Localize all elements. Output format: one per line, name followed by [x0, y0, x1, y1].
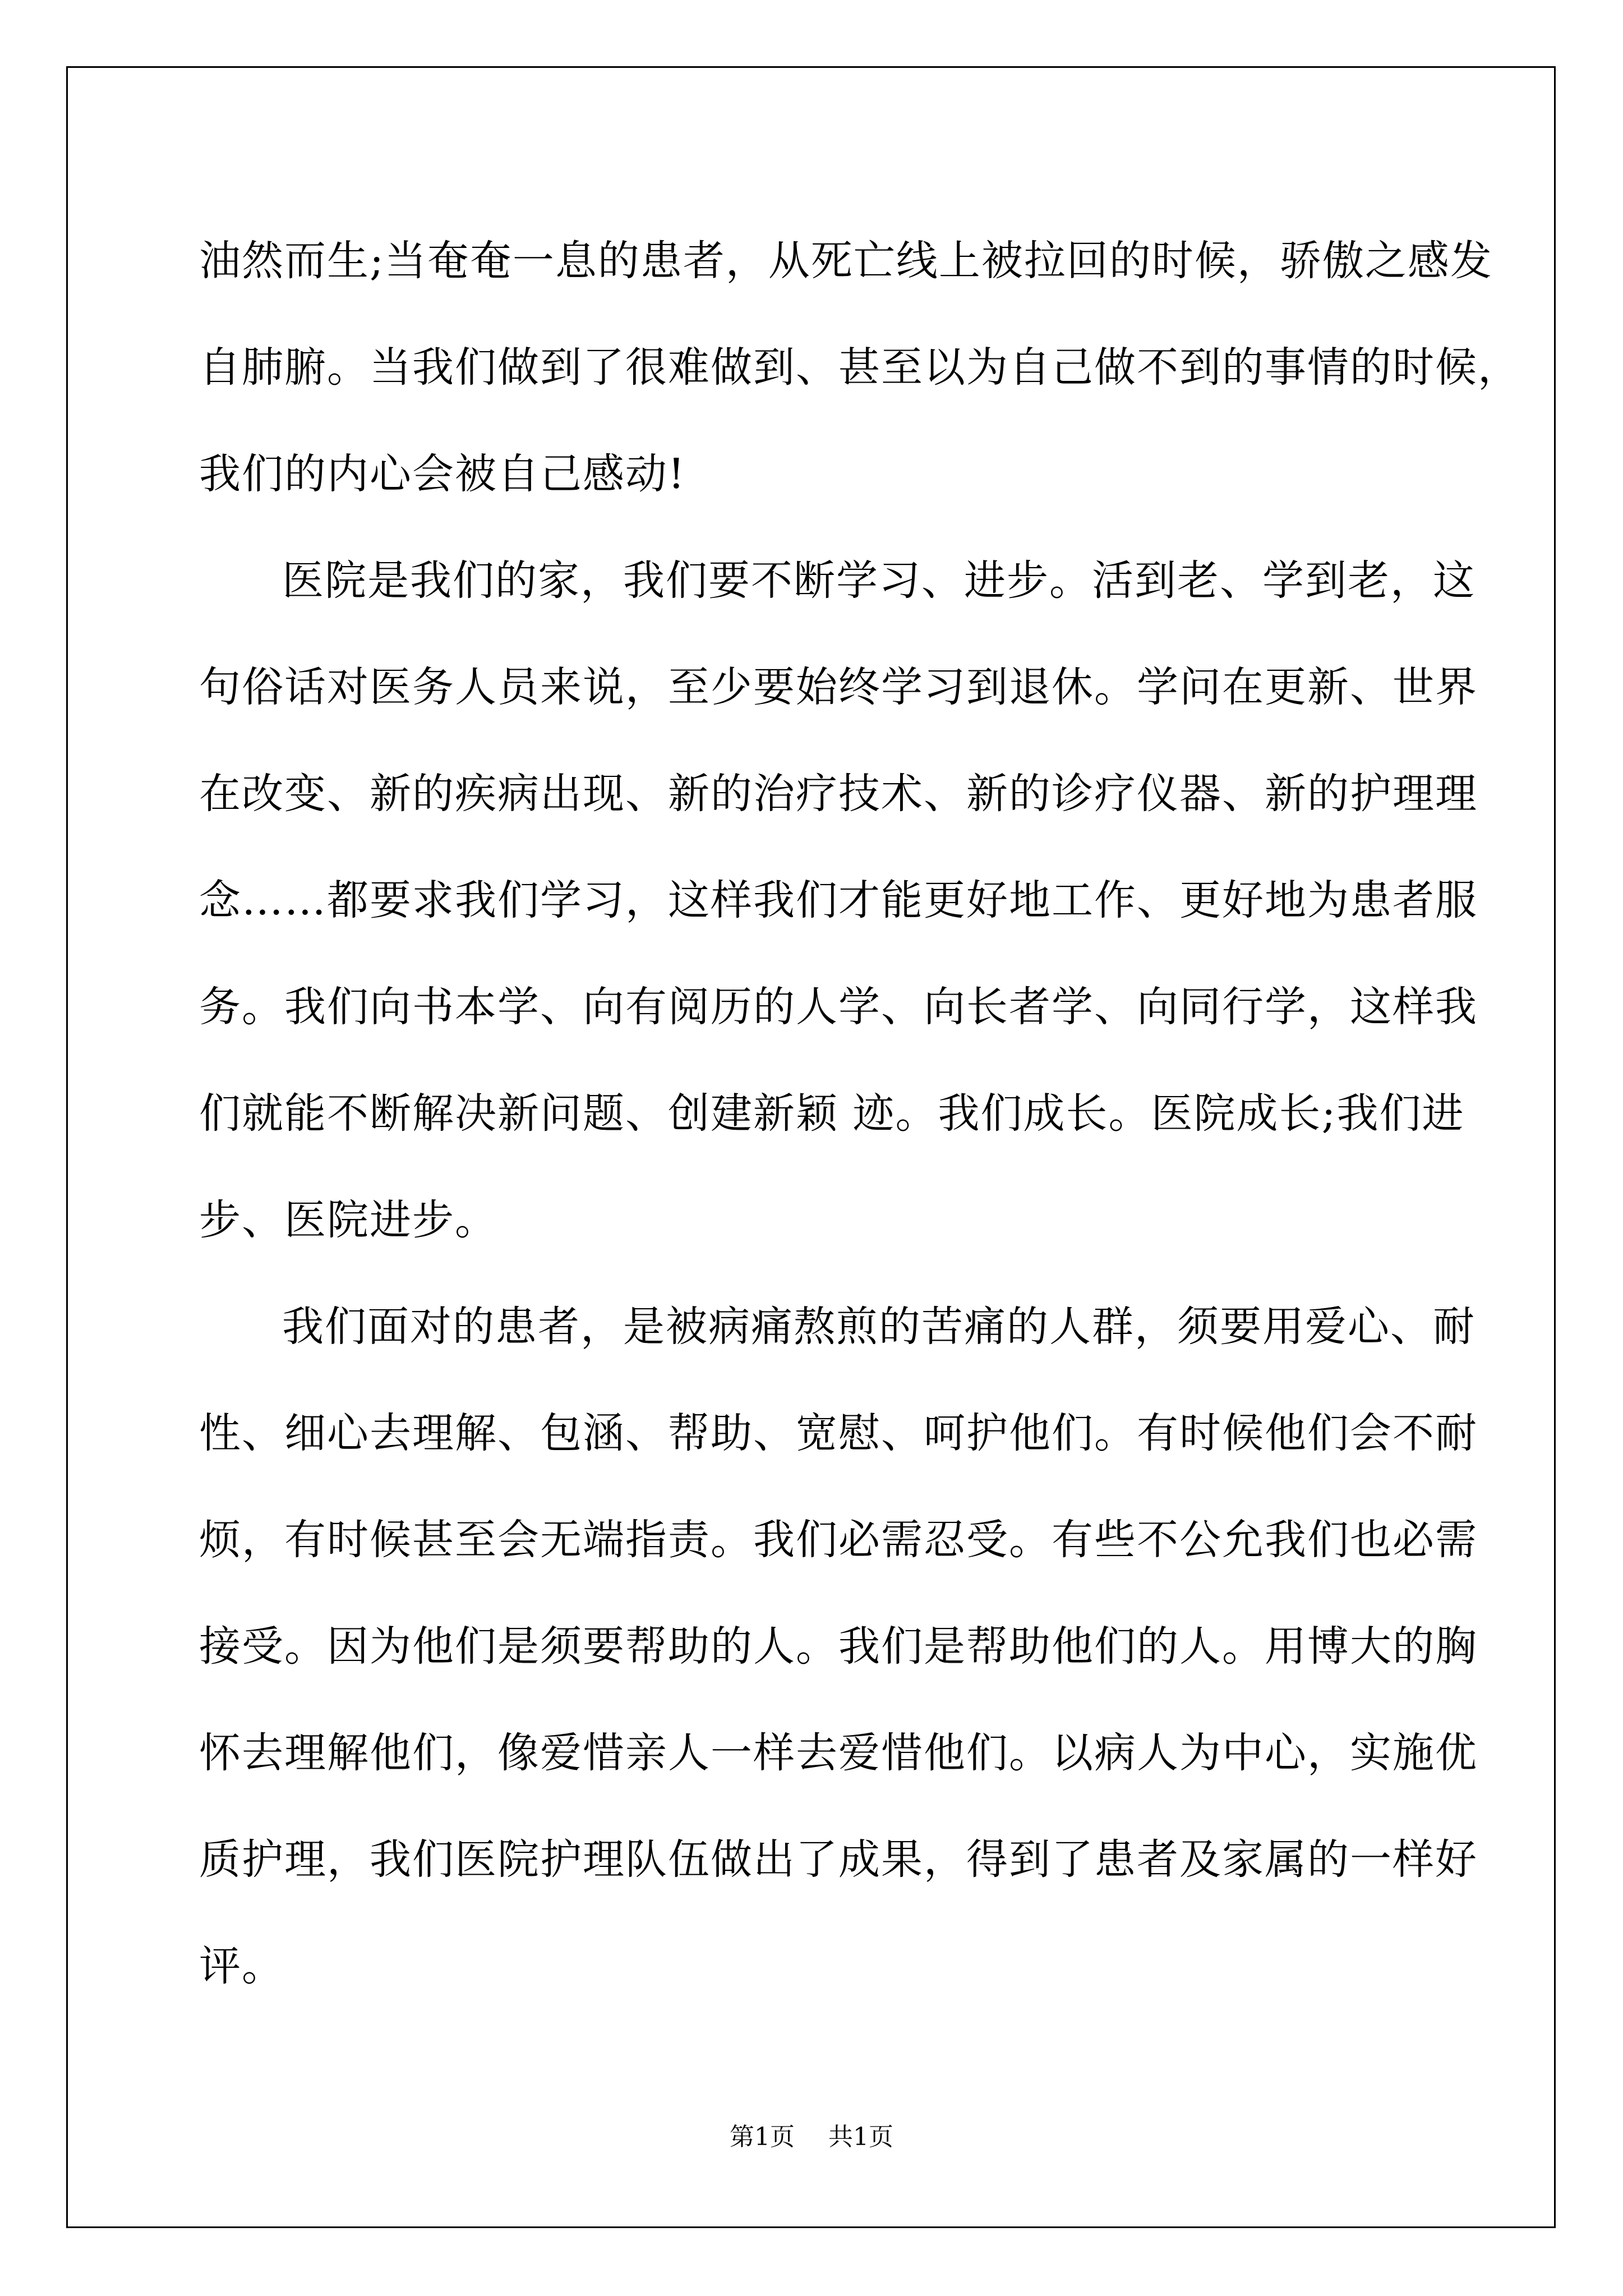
- page-number-current: 第1页: [730, 2123, 795, 2151]
- text-line: 务。我们向书本学、向有阅历的人学、向长者学、向同行学，这样我: [199, 983, 1478, 1031]
- text-line: 句俗话对医务人员来说，至少要始终学习到退休。学问在更新、世界: [199, 663, 1478, 711]
- text-line: 医院是我们的家，我们要不断学习、进步。活到老、学到老，这: [282, 556, 1476, 605]
- text-line: 质护理，我们医院护理队伍做出了成果，得到了患者及家属的一样好: [199, 1835, 1478, 1884]
- text-line: 烦，有时候甚至会无端指责。我们必需忍受。有些不公允我们也必需: [199, 1516, 1478, 1564]
- text-line: 自肺腑。当我们做到了很难做到、甚至以为自己做不到的事情的时候，: [199, 343, 1520, 392]
- text-line: 念……都要求我们学习，这样我们才能更好地工作、更好地为患者服: [199, 876, 1478, 924]
- text-line: 在改变、新的疾病出现、新的治疗技术、新的诊疗仪器、新的护理理: [199, 770, 1478, 818]
- text-line: 我们的内心会被自己感动!: [199, 450, 686, 498]
- text-line: 们就能不断解决新问题、创建新颖 迹。我们成长。医院成长;我们进: [199, 1089, 1465, 1138]
- document-body: [199, 208, 1520, 2019]
- text-line: 接受。因为他们是须要帮助的人。我们是帮助他们的人。用博大的胸: [199, 1622, 1478, 1671]
- text-line: 步、医院进步。: [199, 1196, 497, 1244]
- text-line: 怀去理解他们，像爱惜亲人一样去爱惜他们。以病人为中心，实施优: [199, 1729, 1478, 1777]
- text-line: 评。: [199, 1942, 284, 1990]
- page-number-total: 共1页: [828, 2123, 893, 2151]
- text-line: 油然而生;当奄奄一息的患者，从死亡线上被拉回的时候，骄傲之感发: [199, 237, 1493, 285]
- text-line: 性、细心去理解、包涵、帮助、宽慰、呵护他们。有时候他们会不耐: [199, 1409, 1478, 1457]
- page-footer: [0, 2120, 1623, 2154]
- text-line: 我们面对的患者，是被病痛熬煎的苦痛的人群，须要用爱心、耐: [282, 1303, 1476, 1351]
